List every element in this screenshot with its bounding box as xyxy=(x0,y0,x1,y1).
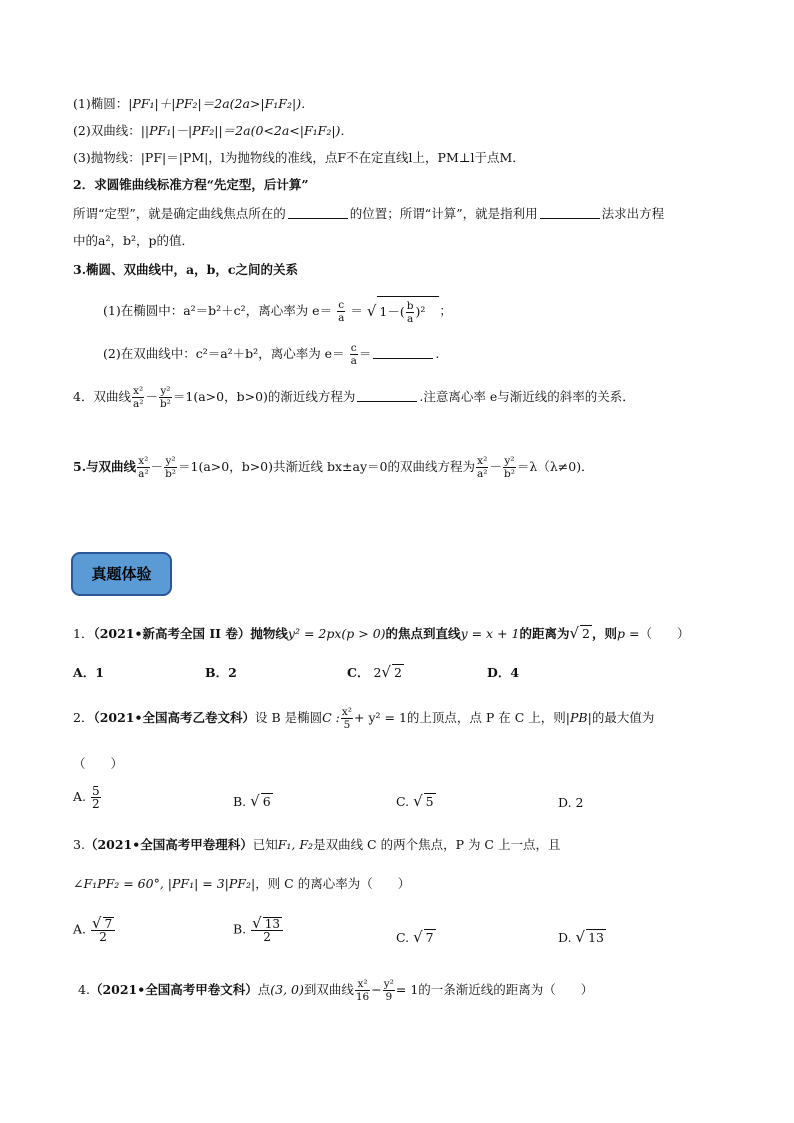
q2-option-a[interactable]: A. $\frac{5}{2}$ xyxy=(73,784,100,811)
radical-icon: √ xyxy=(413,928,423,946)
q1-option-c[interactable]: C． 2√ 2 xyxy=(347,663,402,681)
question-3-stem-line2: ∠F₁PF₂ = 60°, |PF₁| = 3|PF₂|，则 C 的离心率为（ ） xyxy=(73,876,411,891)
q2-option-b[interactable]: B. √ 6 xyxy=(233,792,271,810)
fill-blank xyxy=(373,350,433,359)
radical-icon: √ xyxy=(252,914,262,932)
q3-option-b[interactable]: B. $\frac{√ 13}{2}$ xyxy=(233,917,284,943)
ellipse-definition: (1)椭圆：|PF₁|＋|PF₂|＝2a(2a>|F₁F₂|)． xyxy=(73,96,314,111)
hyperbola-eccentricity: (2)在双曲线中：c²＝a²＋b²，离心率为 e＝ $\frac{c}{a}$ ＝ . xyxy=(103,342,440,367)
section-badge: 真题体验 xyxy=(71,552,172,596)
question-4-stem: 4.（2021•全国高考甲卷文科）点(3, 0)到双曲线 $\frac{\text{x²}}{16}$ − $\frac{\text{y²}}{9}$ = 1的一条渐近线的距离为（ ） xyxy=(78,978,594,1003)
section-3-heading: 3.椭圆、双曲线中，a，b，c之间的关系 xyxy=(73,262,299,277)
question-3-stem-line1: 3.（2021•全国高考甲卷理科）已知F₁, F₂是双曲线 C 的两个焦点，P 为 C 上一点，且 xyxy=(73,837,561,852)
q3-option-a[interactable]: A. $\frac{√ 7}{2}$ xyxy=(73,917,116,943)
question-1-stem: 1．（2021•新高考全国 II 卷）抛物线y² = 2px(p > 0)的焦点到直线y = x + 1的距离为√ 2 ，则p =（ ） xyxy=(73,624,690,642)
q1-option-b[interactable]: B．2 xyxy=(205,665,237,680)
fill-blank xyxy=(288,210,348,219)
question-2-stem: 2．（2021•全国高考乙卷文科）设 B 是椭圆C : $\frac{\text{x²}}{5}$ + y² = 1的上顶点，点 P 在 C 上，则|PB|的最大值为 xyxy=(73,706,655,731)
section-2-text-line2: 中的a²，b²，p的值． xyxy=(73,233,194,248)
question-2-paren: （ ） xyxy=(73,756,124,771)
q3-option-c[interactable]: C. √ 7 xyxy=(396,928,434,946)
asymptote-item: 4．双曲线 $\frac{\text{x²}}{\text{a²}}$ － $\frac{\text{y²}}{\text{b²}}$ ＝1(a>0，b>0)的渐近线方程为 .注意离心率 e与渐近线的斜率的关系． xyxy=(73,385,635,410)
radical-icon: √ xyxy=(92,914,102,932)
fill-blank xyxy=(357,393,417,402)
q2-option-c[interactable]: C. √ 5 xyxy=(396,792,434,810)
radical-icon: √ xyxy=(413,792,423,810)
sqrt-expression: √ 1－( $\frac{b}{a}$ )² xyxy=(367,296,440,327)
hyperbola-definition: (2)双曲线：||PF₁|－|PF₂||＝2a(0<2a<|F₁F₂|)． xyxy=(73,123,353,138)
q1-option-a[interactable]: A．1 xyxy=(73,665,104,680)
radical-icon: √ xyxy=(381,663,391,681)
common-asymptote-item: 5.与双曲线 $\frac{\text{x²}}{\text{a²}}$ － $\frac{\text{y²}}{\text{b²}}$ ＝1(a>0，b>0)共渐近线 bx±ay＝0的双曲线方程为 $\frac{\text{x²}}{\text{a²}}$ － $\frac{\text{y²}}{\text{b²}}$ ＝λ（λ≠0)． xyxy=(73,455,594,480)
radical-icon: √ xyxy=(250,792,260,810)
section-2-heading: 2．求圆锥曲线标准方程“先定型，后计算” xyxy=(73,177,309,192)
radical-icon: √ xyxy=(575,928,586,946)
q2-option-d[interactable]: D. 2 xyxy=(558,795,584,810)
section-2-text-line1: 所谓“定型”，就是确定曲线焦点所在的 的位置；所谓“计算”，就是指利用 法求出方程 xyxy=(73,206,665,221)
radical-icon: √ xyxy=(569,624,580,642)
ellipse-eccentricity: (1)在椭圆中：a²＝b²＋c²，离心率为 e＝ $\frac{c}{a}$ ＝ √ 1－( $\frac{b}{a}$ )² ； xyxy=(103,296,452,327)
radical-icon: √ xyxy=(366,302,377,320)
fill-blank xyxy=(540,210,600,219)
q1-option-d[interactable]: D．4 xyxy=(487,665,520,680)
parabola-definition: (3)抛物线：|PF|＝|PM|，l为抛物线的准线，点F不在定直线l上，PM⊥l于点M． xyxy=(73,150,525,165)
q3-option-d[interactable]: D. √ 13 xyxy=(558,928,605,946)
equals-sign: ＝ xyxy=(350,303,363,318)
fraction-c-over-a: $\frac{c}{a}$ xyxy=(338,299,345,324)
